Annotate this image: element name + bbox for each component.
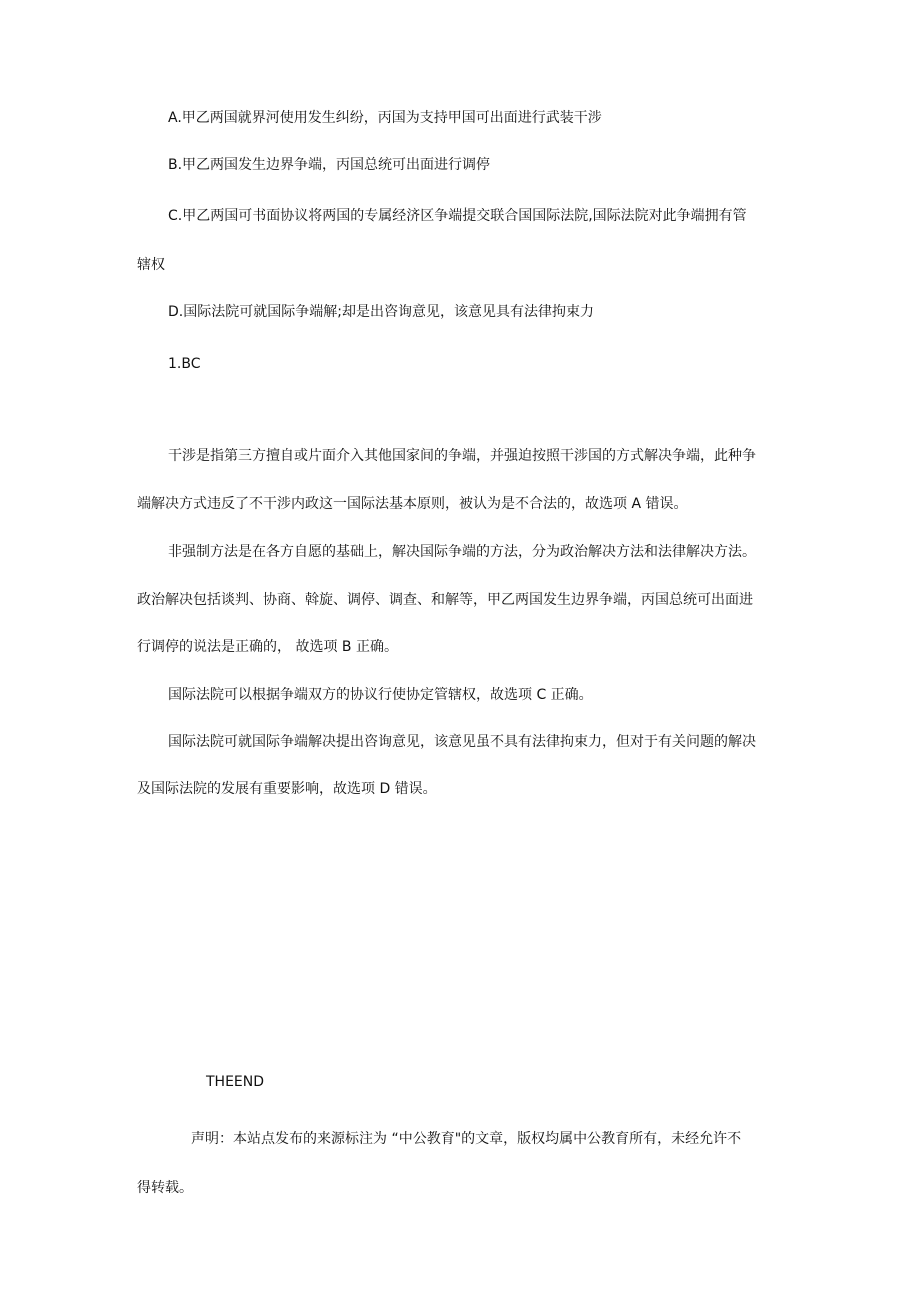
option-c-line-2: 辖权	[137, 257, 165, 273]
option-c-line-1: C.甲乙两国可书面协议将两国的专属经济区争端提交联合国国际法院,国际法院对此争端拥有管	[168, 208, 747, 224]
answer: 1.BC	[168, 356, 201, 372]
copyright-notice-line-2: 得转载。	[137, 1180, 193, 1196]
explanation-p1-line-1: 干涉是指第三方擅自或片面介入其他国家间的争端，并强迫按照干涉国的方式解决争端，此种争	[168, 448, 756, 464]
explanation-p2-line-3: 行调停的说法是正确的， 故选项 B 正确。	[137, 639, 398, 655]
the-end: THEEND	[206, 1074, 265, 1090]
explanation-p2-line-2: 政治解决包括谈判、协商、斡旋、调停、调查、和解等，甲乙两国发生边界争端，丙国总统可出面进	[137, 592, 753, 608]
option-a: A.甲乙两国就界河使用发生纠纷，丙国为支持甲国可出面进行武装干涉	[168, 110, 602, 126]
option-d: D.国际法院可就国际争端解;却是出咨询意见，该意见具有法律拘束力	[168, 304, 594, 320]
explanation-p2-line-1: 非强制方法是在各方自愿的基础上，解决国际争端的方法，分为政治解决方法和法律解决方法。	[168, 544, 756, 560]
explanation-p4-line-2: 及国际法院的发展有重要影响，故选项 D 错误。	[137, 781, 437, 797]
explanation-p3-line-1: 国际法院可以根据争端双方的协议行使协定管辖权，故选项 C 正确。	[168, 687, 593, 703]
copyright-notice-line-1: 声明：本站点发布的来源标注为 “中公教育"的文章，版权均属中公教育所有，未经允许不	[191, 1131, 742, 1147]
explanation-p4-line-1: 国际法院可就国际争端解决提出咨询意见，该意见虽不具有法律拘束力，但对于有关问题的解决	[168, 734, 756, 750]
explanation-p1-line-2: 端解决方式违反了不干涉内政这一国际法基本原则，被认为是不合法的，故选项 A 错误。	[137, 496, 688, 512]
option-b: B.甲乙两国发生边界争端，丙国总统可出面进行调停	[168, 157, 491, 173]
